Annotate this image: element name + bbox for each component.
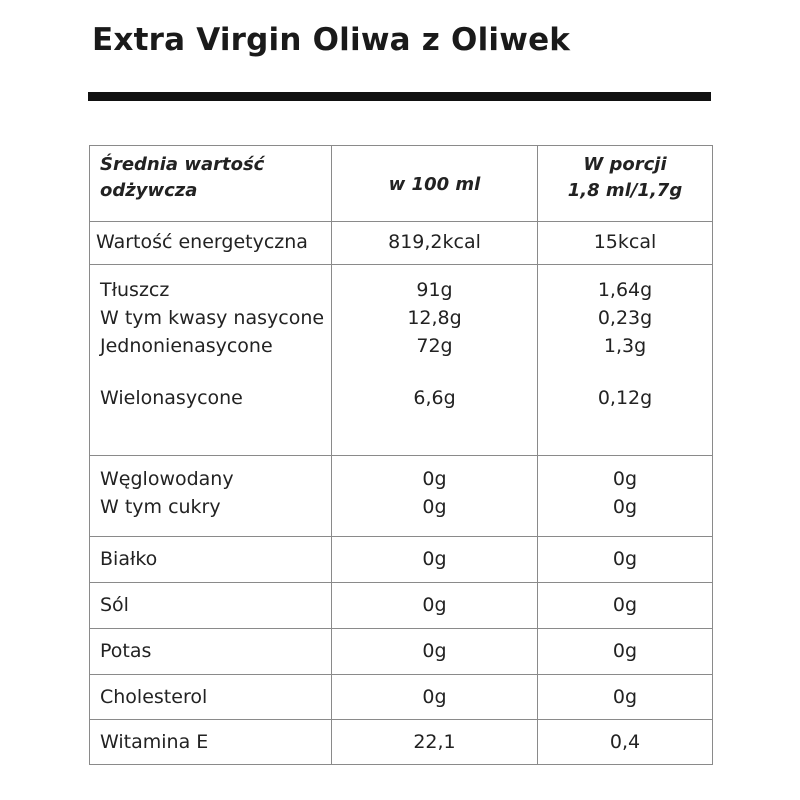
value-per-100ml: 0g bbox=[422, 548, 447, 570]
table-row bbox=[90, 675, 712, 720]
nutrition-table bbox=[89, 145, 713, 765]
header-per-portion bbox=[538, 152, 712, 204]
value-per-portion: 1,3g bbox=[603, 335, 647, 357]
nutrient-label: Wielonasycone bbox=[100, 387, 243, 409]
value-per-100ml: 12,8g bbox=[407, 307, 462, 329]
page-title: Extra Virgin Oliwa z Oliwek bbox=[92, 22, 571, 58]
nutrient-label: Witamina E bbox=[100, 731, 209, 753]
value-per-100ml: 0g bbox=[422, 640, 447, 662]
nutrient-label: Wartość energetyczna bbox=[96, 231, 308, 253]
nutrient-label: Węglowodany bbox=[100, 468, 234, 490]
header-portion-line: W porcji bbox=[583, 154, 667, 175]
table-row bbox=[90, 265, 712, 456]
nutrient-label: Cholesterol bbox=[100, 686, 208, 708]
value-per-portion: 0,12g bbox=[597, 387, 653, 409]
value-per-portion: 15kcal bbox=[593, 231, 657, 253]
value-per-100ml-group bbox=[332, 276, 537, 412]
table-row bbox=[90, 583, 712, 629]
value-per-portion: 0g bbox=[612, 686, 638, 708]
value-per-portion-group bbox=[538, 276, 712, 412]
value-per-100ml: 819,2kcal bbox=[388, 231, 481, 253]
nutrient-label: Białko bbox=[100, 548, 158, 570]
nutrient-label-group bbox=[100, 465, 330, 521]
nutrient-label-group bbox=[100, 276, 330, 412]
nutrient-label: Tłuszcz bbox=[100, 279, 170, 301]
value-per-portion-group bbox=[538, 465, 712, 521]
value-per-100ml: 0g bbox=[422, 686, 447, 708]
nutrient-label: Potas bbox=[100, 640, 152, 662]
value-per-portion: 0g bbox=[612, 468, 638, 490]
value-per-portion: 0,23g bbox=[597, 307, 653, 329]
header-per-100ml: w 100 ml bbox=[388, 174, 481, 195]
nutrient-label: W tym cukry bbox=[100, 496, 221, 518]
nutrient-label: W tym kwasy nasycone bbox=[100, 307, 325, 329]
table-row bbox=[90, 537, 712, 583]
title-divider bbox=[88, 92, 711, 101]
table-row bbox=[90, 629, 712, 675]
value-per-portion: 0,4 bbox=[609, 731, 641, 753]
header-portion-line: 1,8 ml/1,7g bbox=[567, 180, 683, 201]
table-header-row bbox=[90, 146, 712, 222]
value-per-portion: 0g bbox=[612, 594, 638, 616]
header-nutrient-line: odżywcza bbox=[100, 180, 198, 201]
value-per-100ml-group bbox=[332, 465, 537, 521]
table-row bbox=[90, 720, 712, 764]
value-per-portion: 0g bbox=[612, 496, 638, 518]
value-per-100ml: 0g bbox=[422, 468, 447, 490]
value-per-100ml: 91g bbox=[416, 279, 453, 301]
value-per-100ml: 0g bbox=[422, 496, 447, 518]
value-per-portion: 1,64g bbox=[597, 279, 653, 301]
value-per-portion: 0g bbox=[612, 548, 638, 570]
nutrient-label: Sól bbox=[100, 594, 129, 616]
value-per-100ml: 72g bbox=[416, 335, 453, 357]
value-per-100ml: 0g bbox=[422, 594, 447, 616]
nutrient-label: Jednonienasycone bbox=[100, 335, 273, 357]
value-per-100ml: 6,6g bbox=[413, 387, 456, 409]
table-row bbox=[90, 456, 712, 537]
header-nutrient-line: Średnia wartość bbox=[100, 154, 265, 175]
value-per-100ml: 22,1 bbox=[413, 731, 456, 753]
value-per-portion: 0g bbox=[612, 640, 638, 662]
table-row bbox=[90, 222, 712, 265]
header-nutrient bbox=[100, 152, 330, 204]
